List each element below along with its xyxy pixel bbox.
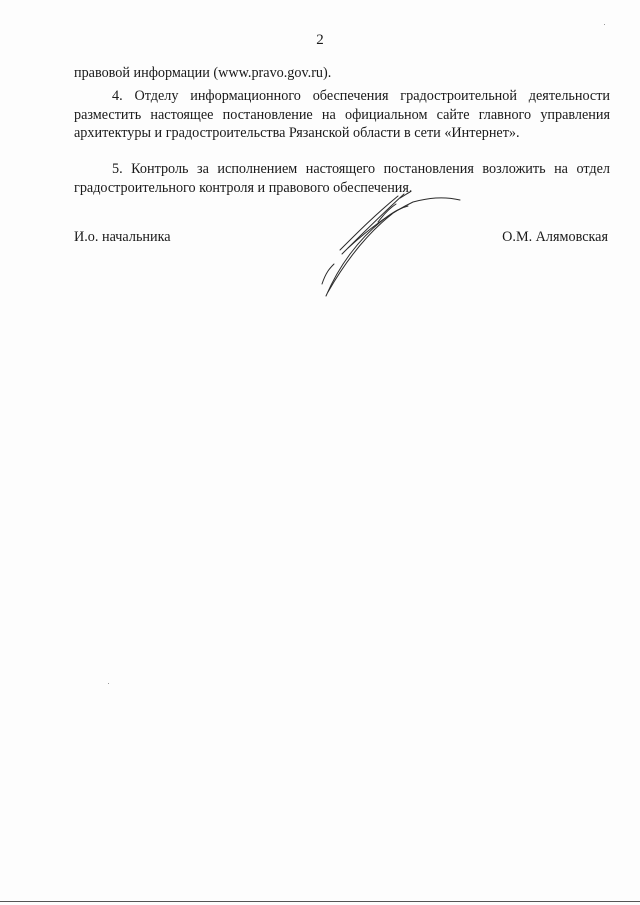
scan-speck: [604, 24, 605, 25]
handwritten-signature: [318, 188, 468, 300]
signer-title: И.о. начальника: [74, 229, 171, 245]
paragraph-5: 5. Контроль за исполнением настоящего постановления возложить на отдел градостроительного контроля и правового обеспечения.: [74, 161, 610, 196]
scan-edge-line: [0, 901, 640, 902]
paragraph-4: 4. Отделу информационного обеспечения градостроительной деятельности разместить настоящее постановление на официальном сайте главного управления архитектуры и градостроительства Рязанской области в сети «Интернет».: [74, 88, 610, 141]
scan-speck: [108, 683, 109, 684]
continuation-line: правовой информации (www.pravo.gov.ru).: [74, 65, 332, 81]
page-number: 2: [316, 32, 324, 48]
signer-name: О.М. Алямовская: [502, 229, 608, 245]
